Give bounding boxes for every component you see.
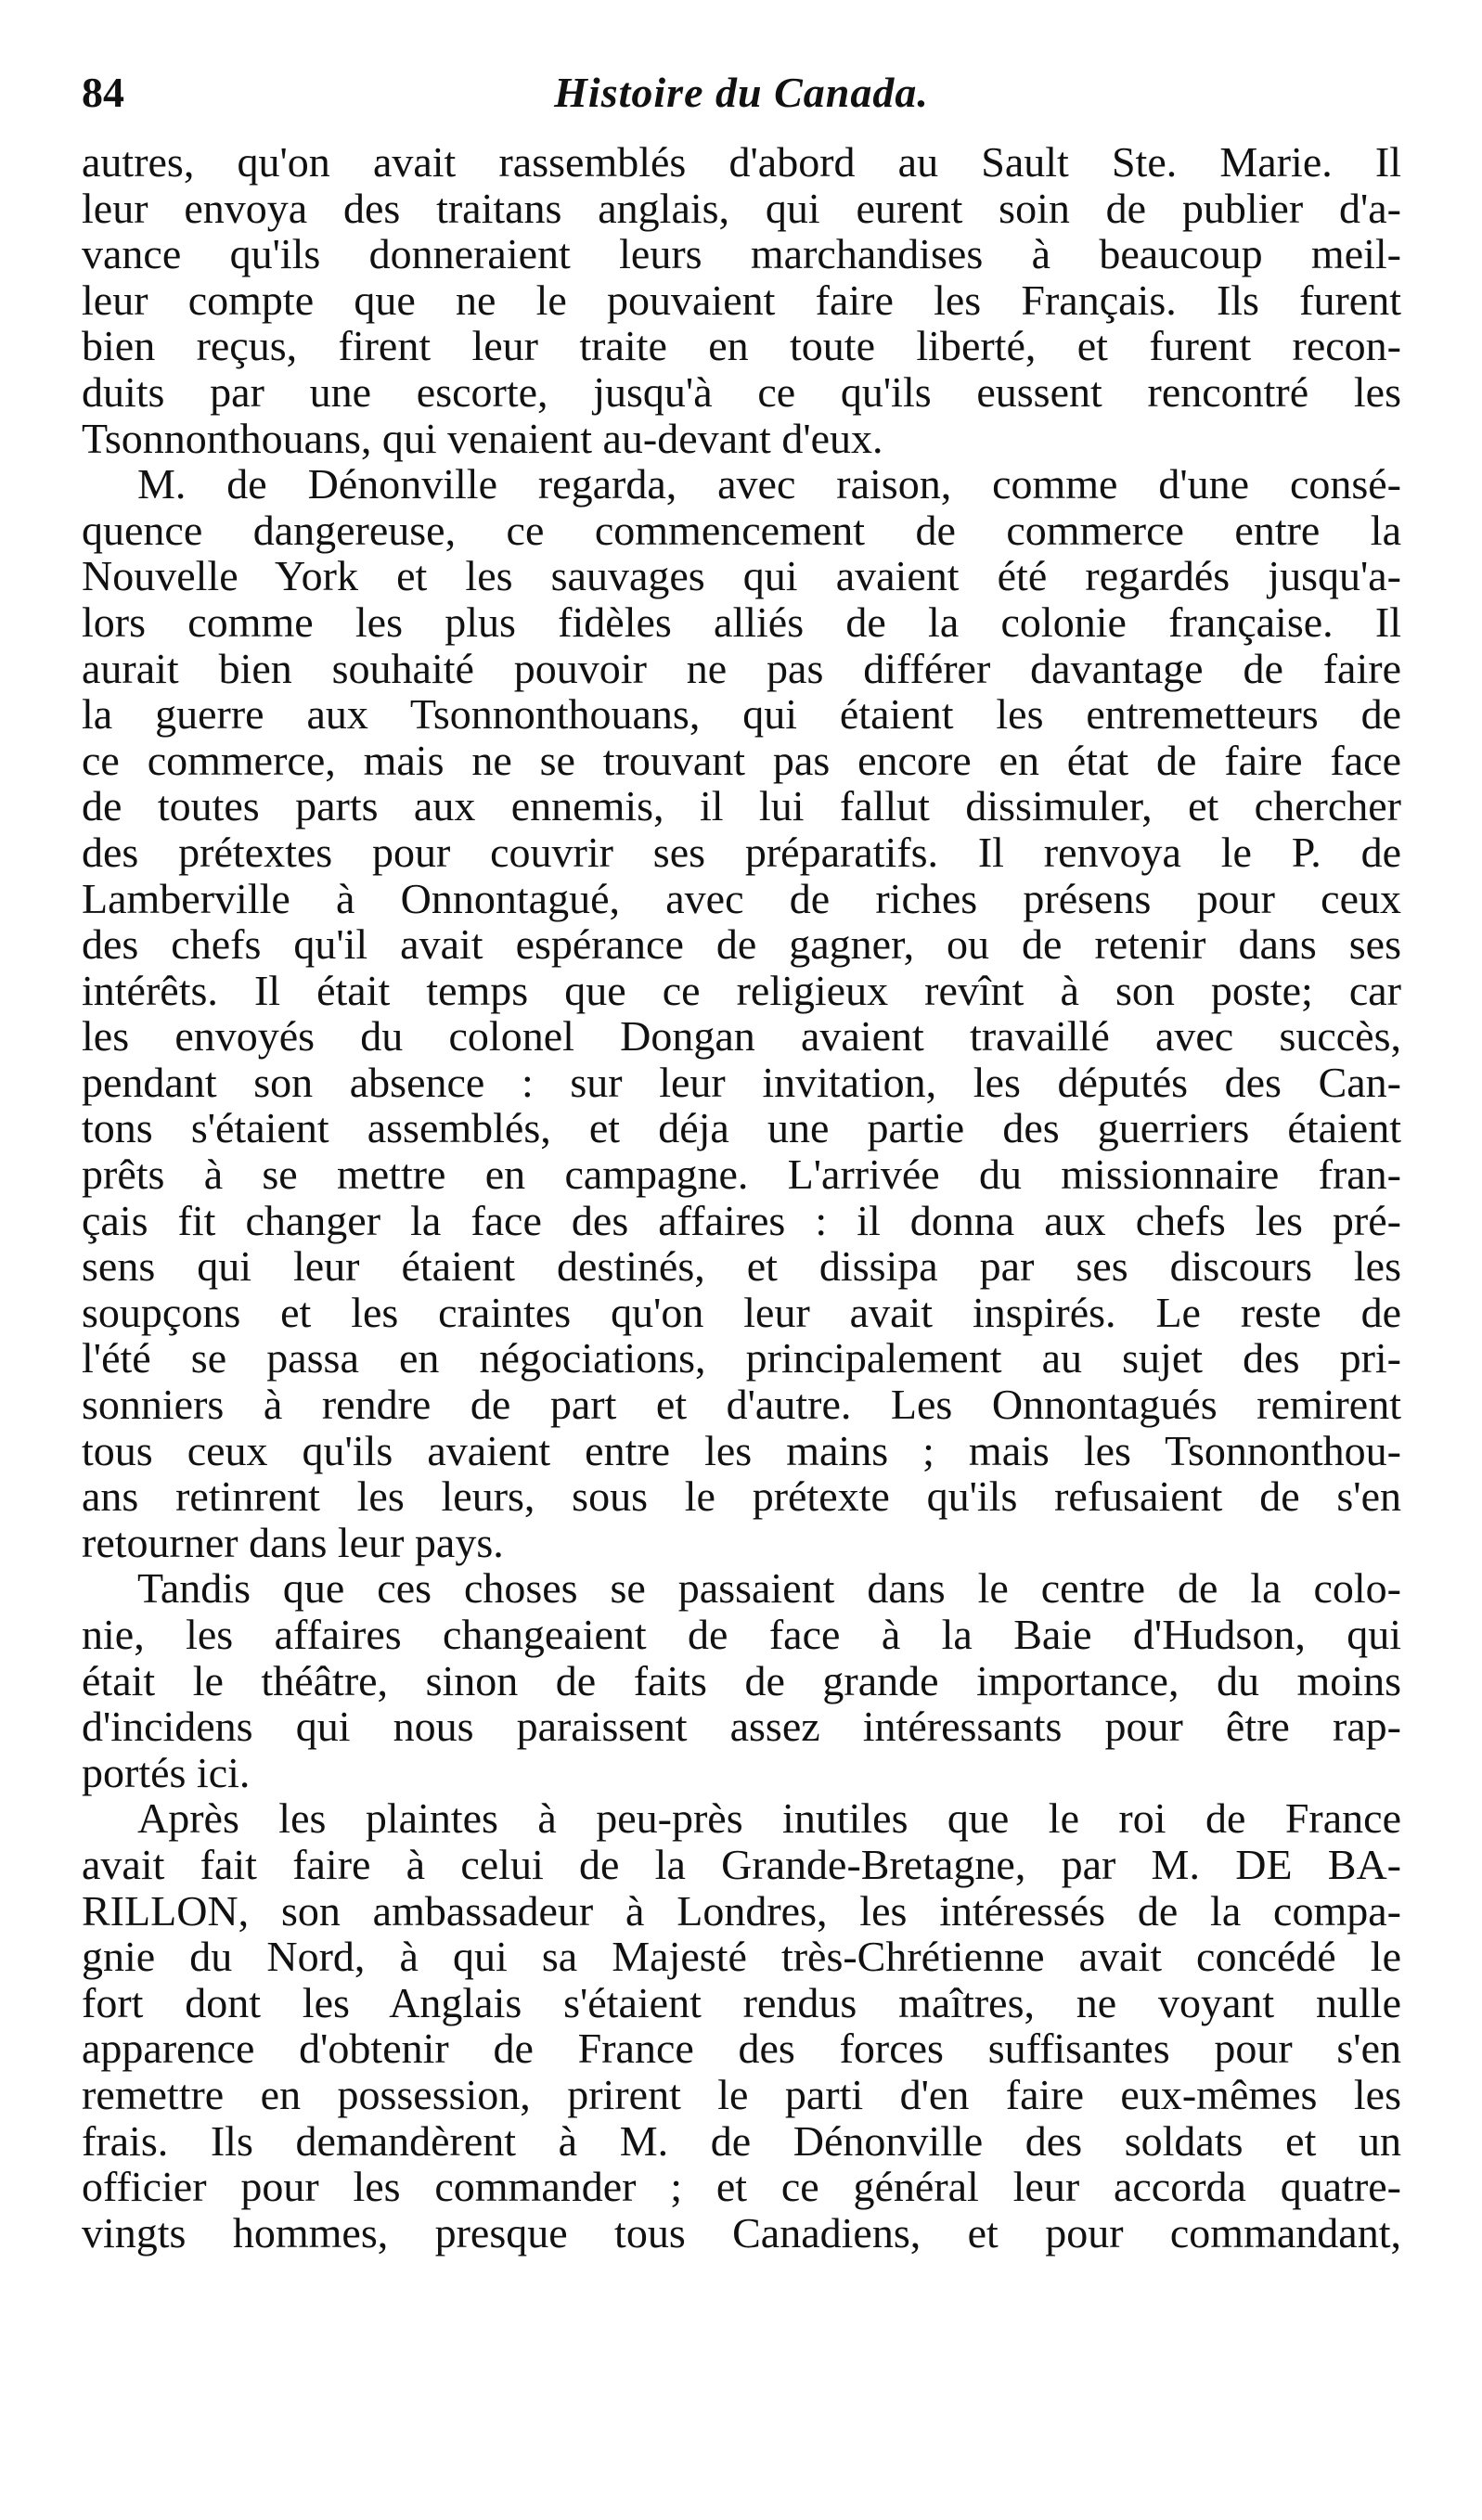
text-line: apparence d'obtenir de France des forces suffisantes pour s'en bbox=[82, 2025, 1401, 2073]
running-head bbox=[82, 56, 1401, 130]
text-line: des chefs qu'il avait espérance de gagner, ou de retenir dans ses bbox=[82, 920, 1401, 969]
text-line: tous ceux qu'ils avaient entre les mains ; mais les Tsonnonthou- bbox=[82, 1426, 1401, 1474]
text-line: aurait bien souhaité pouvoir ne pas différer davantage de faire bbox=[82, 644, 1401, 692]
text-line: sonniers à rendre de part et d'autre. Les Onnontagués remirent bbox=[82, 1381, 1401, 1429]
text-line: Après les plaintes à peu-près inutiles que le roi de France bbox=[137, 1794, 1401, 1843]
text-line: leur envoya des traitans anglais, qui eurent soin de publier d'a- bbox=[82, 184, 1401, 232]
text-line: la guerre aux Tsonnonthouans, qui étaient les entremetteurs de bbox=[82, 690, 1401, 739]
book-page bbox=[82, 56, 1401, 2256]
text-line: çais fit changer la face des affaires : il donna aux chefs les pré- bbox=[82, 1196, 1401, 1244]
page-number: 84 bbox=[82, 69, 124, 116]
text-line: gnie du Nord, à qui sa Majesté très-Chrétienne avait concédé le bbox=[82, 1933, 1401, 1981]
running-title: Histoire du Canada. bbox=[554, 69, 929, 116]
paragraph bbox=[82, 461, 1401, 1565]
text-line: bien reçus, firent leur traite en toute liberté, et furent recon- bbox=[82, 322, 1401, 370]
body-text bbox=[82, 139, 1401, 2256]
text-line: Tandis que ces choses se passaient dans le centre de la colo- bbox=[137, 1564, 1401, 1613]
text-line: vance qu'ils donneraient leurs marchandises à beaucoup meil- bbox=[82, 230, 1401, 278]
text-line: pendant son absence : sur leur invitation, les députés des Can- bbox=[82, 1058, 1401, 1106]
text-line: duits par une escorte, jusqu'à ce qu'ils eussent rencontré les bbox=[82, 367, 1401, 416]
text-line: M. de Dénonville regarda, avec raison, comme d'une consé- bbox=[137, 460, 1401, 508]
text-line: autres, qu'on avait rassemblés d'abord au Sault Ste. Marie. Il bbox=[82, 138, 1401, 186]
text-line: des prétextes pour couvrir ses préparatifs. Il renvoya le P. de bbox=[82, 828, 1401, 876]
text-line: Nouvelle York et les sauvages qui avaient été regardés jusqu'a- bbox=[82, 552, 1401, 600]
text-line: Lamberville à Onnontagué, avec de riches présens pour ceux bbox=[82, 874, 1401, 922]
text-line: remettre en possession, prirent le parti d'en faire eux-mêmes les bbox=[82, 2070, 1401, 2118]
text-line: prêts à se mettre en campagne. L'arrivée du missionnaire fran- bbox=[82, 1151, 1401, 1199]
text-line: vingts hommes, presque tous Canadiens, et pour commandant, bbox=[82, 2208, 1401, 2256]
text-line: RILLON, son ambassadeur à Londres, les intéressés de la compa- bbox=[82, 1886, 1401, 1935]
text-line: tons s'étaient assemblés, et déja une partie des guerriers étaient bbox=[82, 1104, 1401, 1152]
paragraph bbox=[82, 1795, 1401, 2256]
text-line: sens qui leur étaient destinés, et dissipa par ses discours les bbox=[82, 1242, 1401, 1291]
text-line: officier pour les commander ; et ce général leur accorda quatre- bbox=[82, 2163, 1401, 2211]
paragraph bbox=[82, 139, 1401, 461]
text-line: les envoyés du colonel Dongan avaient travaillé avec succès, bbox=[82, 1012, 1401, 1061]
text-line: Tsonnonthouans, qui venaient au-devant d'eux. bbox=[82, 414, 883, 462]
text-line: avait fait faire à celui de la Grande-Bretagne, par M. DE BA- bbox=[82, 1840, 1401, 1888]
text-line: lors comme les plus fidèles alliés de la colonie française. Il bbox=[82, 598, 1401, 646]
text-line: soupçons et les craintes qu'on leur avait inspirés. Le reste de bbox=[82, 1288, 1401, 1336]
text-line: l'été se passa en négociations, principalement au sujet des pri- bbox=[82, 1334, 1401, 1382]
text-line: leur compte que ne le pouvaient faire les Français. Ils furent bbox=[82, 276, 1401, 324]
text-line: quence dangereuse, ce commencement de commerce entre la bbox=[82, 506, 1401, 554]
text-line: frais. Ils demandèrent à M. de Dénonville des soldats et un bbox=[82, 2116, 1401, 2165]
paragraph bbox=[82, 1565, 1401, 1795]
text-line: fort dont les Anglais s'étaient rendus maîtres, ne voyant nulle bbox=[82, 1978, 1401, 2026]
text-line: portés ici. bbox=[82, 1748, 251, 1796]
text-line: ce commerce, mais ne se trouvant pas encore en état de faire face bbox=[82, 736, 1401, 784]
text-line: intérêts. Il était temps que ce religieux revînt à son poste; car bbox=[82, 966, 1401, 1014]
text-line: d'incidens qui nous paraissent assez intéressants pour être rap- bbox=[82, 1703, 1401, 1751]
text-line: était le théâtre, sinon de faits de grande importance, du moins bbox=[82, 1656, 1401, 1704]
text-line: de toutes parts aux ennemis, il lui fallut dissimuler, et chercher bbox=[82, 782, 1401, 830]
text-line: retourner dans leur pays. bbox=[82, 1518, 504, 1566]
text-line: nie, les affaires changeaient de face à la Baie d'Hudson, qui bbox=[82, 1611, 1401, 1658]
text-line: ans retinrent les leurs, sous le prétexte qu'ils refusaient de s'en bbox=[82, 1472, 1401, 1521]
